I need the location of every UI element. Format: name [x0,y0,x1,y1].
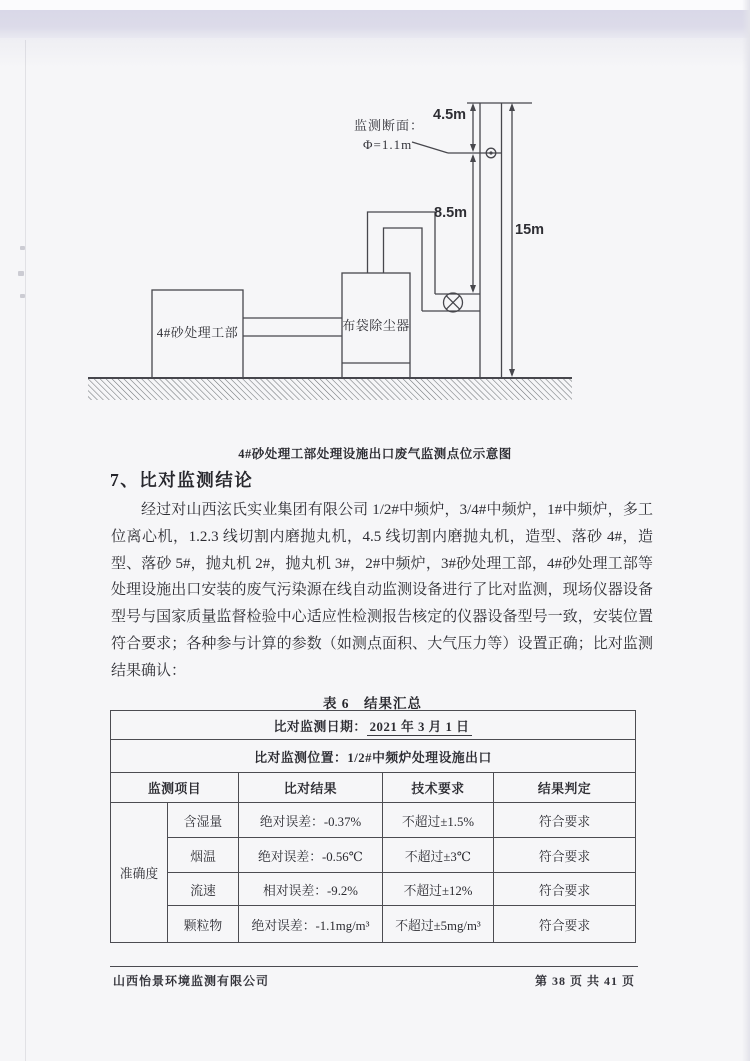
cell-judgment: 符合要求 [494,803,636,838]
header-requirement: 技术要求 [383,773,494,803]
cell-requirement: 不超过±5mg/m³ [383,906,494,943]
cell-judgment: 符合要求 [494,906,636,943]
footer-company: 山西怡景环境监测有限公司 [113,974,270,988]
date-label: 比对监测日期： [273,719,367,734]
table-row [111,803,636,838]
group-label-cell: 准确度 [111,803,168,943]
table-row [111,838,636,873]
table-row-location [111,740,636,773]
dim-8-5m-label: 8.5m [434,205,468,221]
monitoring-point-diagram [0,0,750,430]
cell-requirement: 不超过±12% [383,873,494,906]
table-title: 表 6 结果汇总 [322,696,423,711]
cell-item: 颗粒物 [168,906,239,943]
results-summary-table [110,710,636,943]
footer-page-number: 第 38 页 共 41 页 [534,974,635,988]
bag-filter-label: 布袋除尘器 [342,318,410,333]
location-label: 比对监测位置： [254,750,348,765]
cell-requirement: 不超过±1.5% [383,803,494,838]
footer-divider [110,966,638,967]
cell-item: 烟温 [168,838,239,873]
cell-judgment: 符合要求 [494,873,636,906]
cell-result: 绝对误差：-1.1mg/m³ [239,906,383,943]
table-header-row [111,773,636,803]
date-value: 2021 年 3 月 1 日 [367,720,473,736]
dim-4-5m-label: 4.5m [433,107,467,123]
diameter-label: Φ=1.1m [363,137,413,152]
ground-hatch [88,378,572,400]
cell-result: 绝对误差：-0.37% [239,803,383,838]
header-result: 比对结果 [239,773,383,803]
cell-item: 含湿量 [168,803,239,838]
cell-item: 流速 [168,873,239,906]
header-item: 监测项目 [111,773,239,803]
conclusion-paragraph: 经过对山西泫氏实业集团有限公司 1/2#中频炉，3/4#中频炉，1#中频炉，多工位离心机，1.2.3 线切割内磨抛丸机，4.5 线切割内磨抛丸机，造型、落砂 4#，造型、落砂 5#，抛丸机 2#，抛丸机 3#，2#中频炉，3#砂处理工部，4#砂处理工部等处理设施出口安装的废气污染源在线自动监测设备进行了比对监测，现场仪器设备型号与国家质量监督检验中心适应性检测报告核定的仪器设备型号一致，安装位置符合要求；各种参与计算的参数（如测点面积、大气压力等）设置正确；比对监测结果确认： [111,502,653,679]
table-row [111,906,636,943]
diagram-line-art [0,0,750,430]
section-heading: 7、比对监测结论 [110,470,254,490]
workshop-box-label: 4#砂处理工部 [156,325,239,340]
location-value: 1/2#中频炉处理设施出口 [347,750,492,765]
fan-icon [444,293,463,312]
monitoring-section-label: 监测断面： [354,118,425,133]
dim-15m-label: 15m [515,222,545,238]
cell-requirement: 不超过±3℃ [383,838,494,873]
cell-result: 绝对误差：-0.56℃ [239,838,383,873]
table-row [111,873,636,906]
header-judgment: 结果判定 [494,773,636,803]
cell-judgment: 符合要求 [494,838,636,873]
table-row-date [111,711,636,740]
cell-result: 相对误差：-9.2% [239,873,383,906]
figure-caption: 4#砂处理工部处理设施出口废气监测点位示意图 [238,447,512,461]
